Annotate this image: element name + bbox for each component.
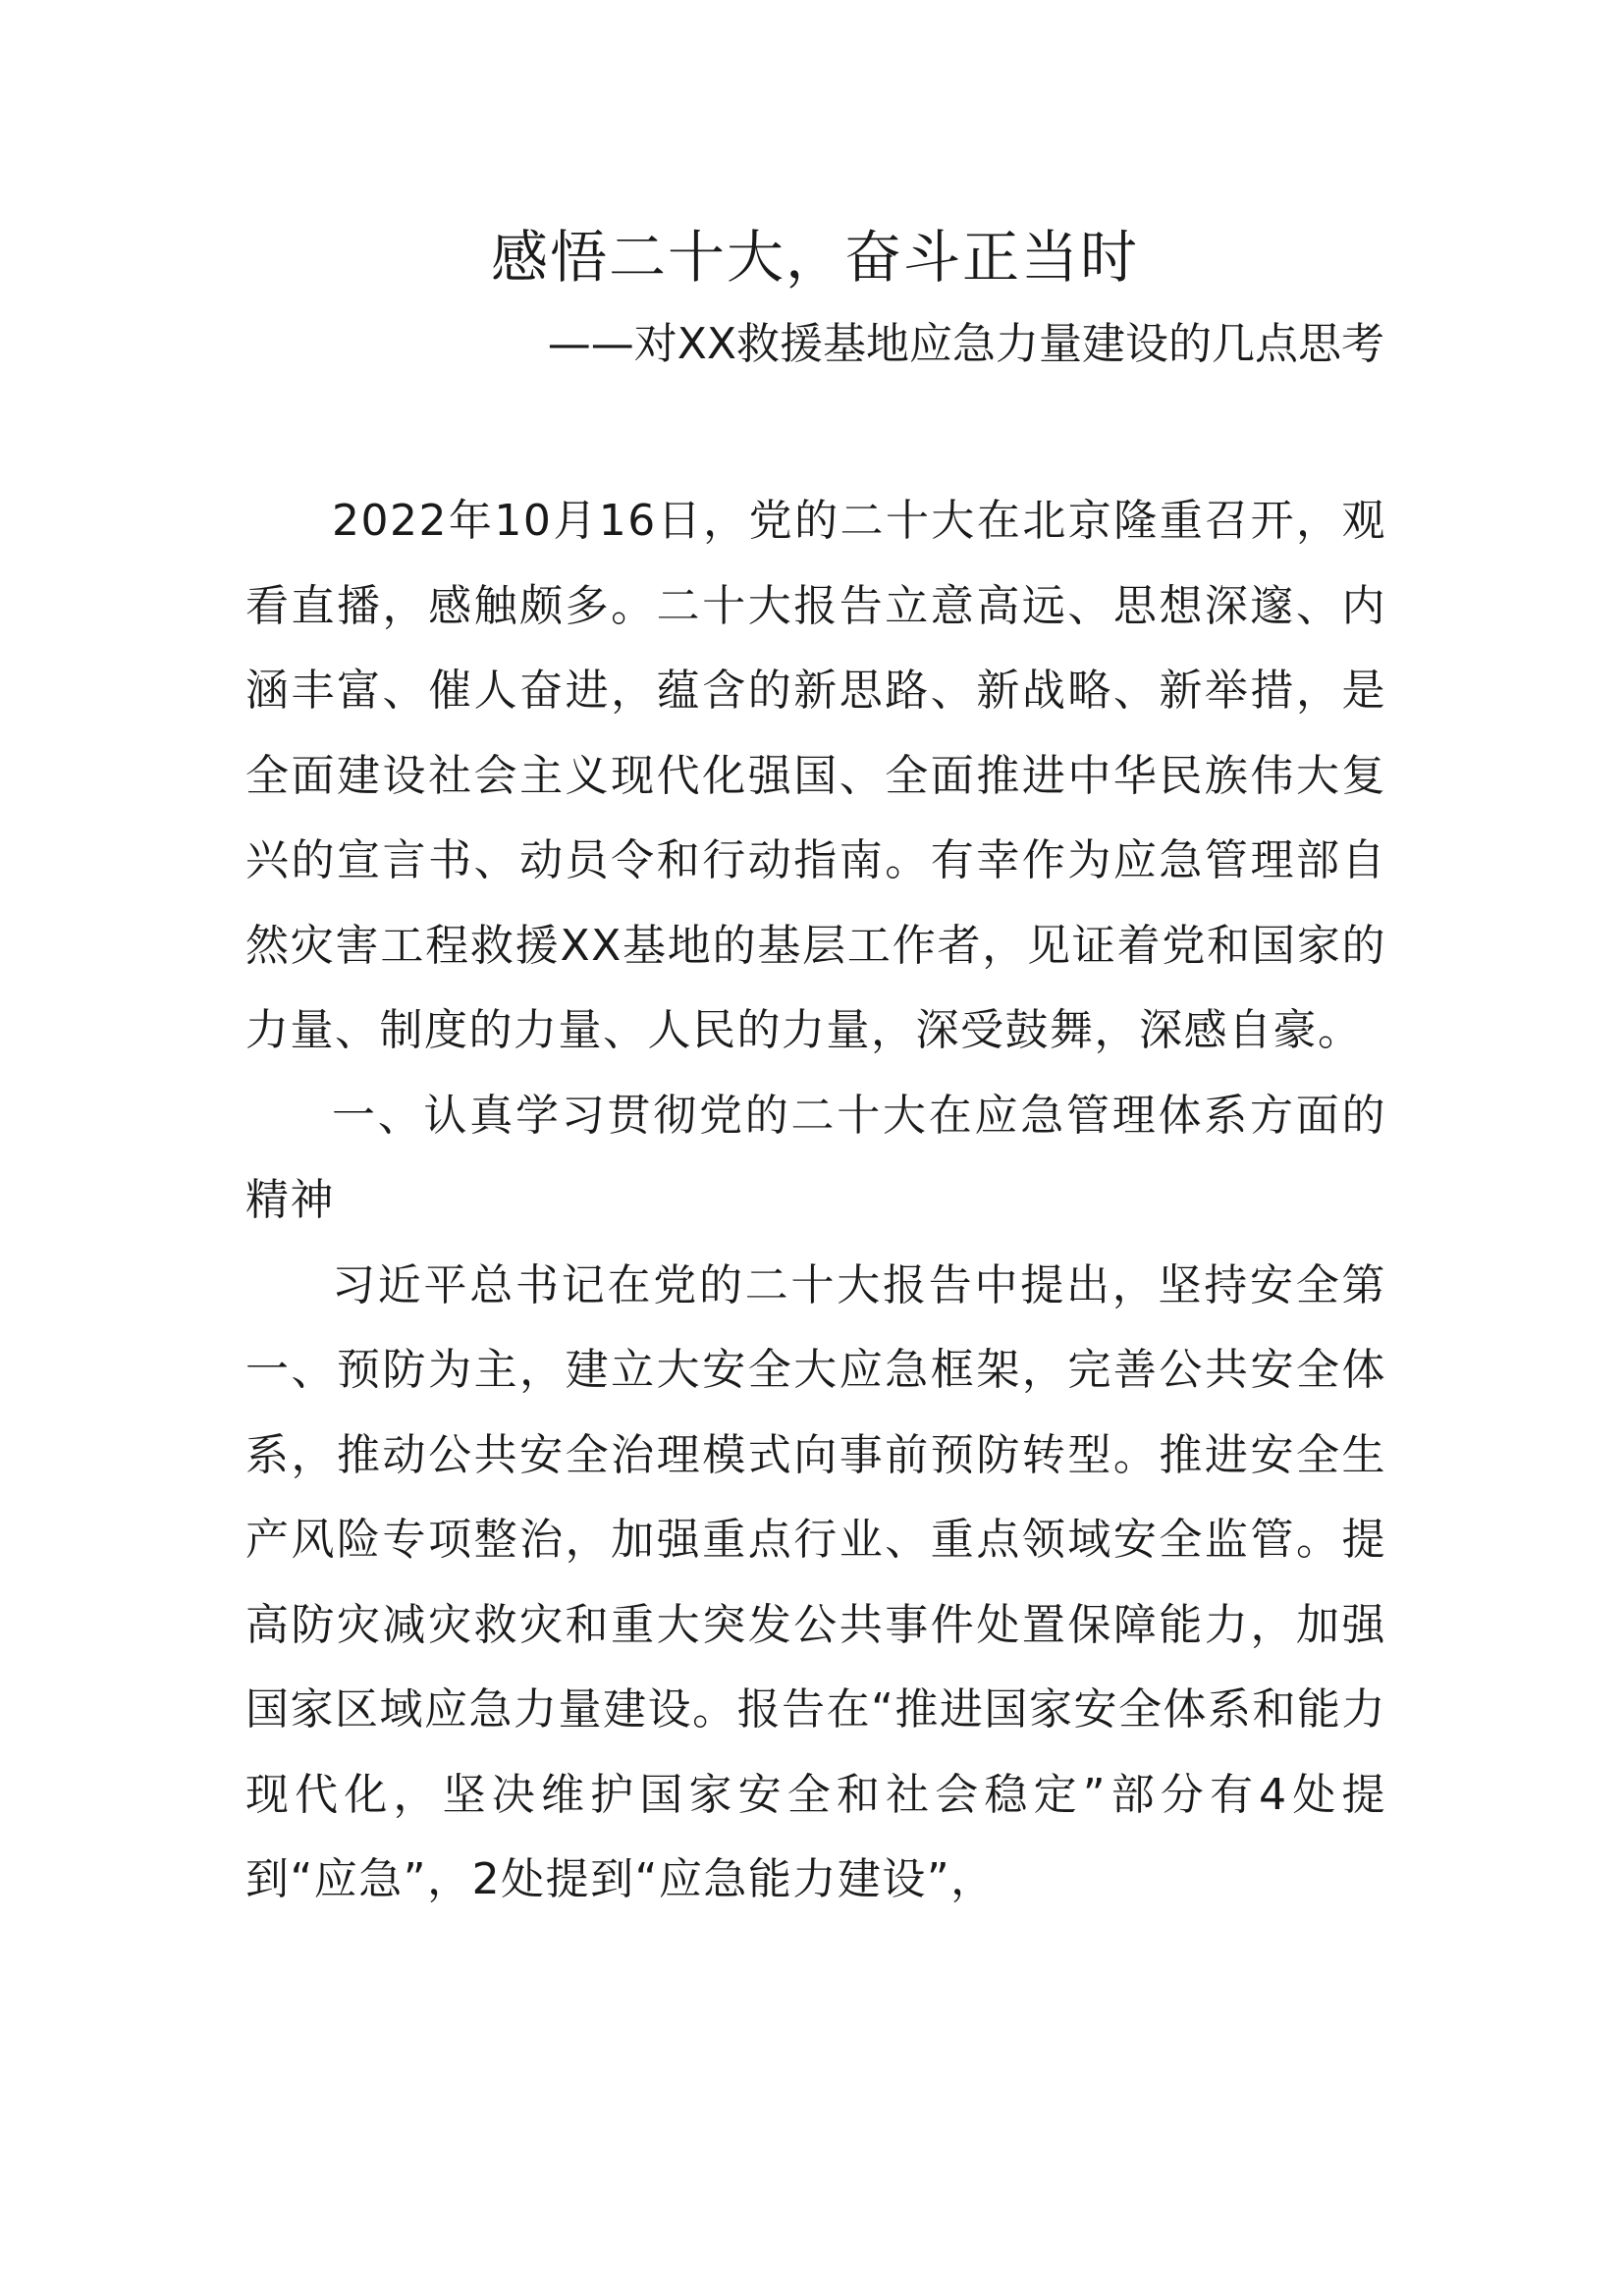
document-body bbox=[245, 479, 1386, 1923]
section-heading-1: 一、认真学习贯彻党的二十大在应急管理体系方面的精神 bbox=[245, 1090, 1386, 1225]
document-title: 感悟二十大，奋斗正当时 bbox=[490, 224, 1139, 291]
document-subtitle: ——对XX救援基地应急力量建设的几点思考 bbox=[547, 319, 1384, 369]
paragraph-section-1: 习近平总书记在党的二十大报告中提出，坚持安全第一、预防为主，建立大安全大应急框架，完善公共安全体系，推动公共安全治理模式向事前预防转型。推进安全生产风险专项整治，加强重点行业、重点领域安全监管。提高防灾减灾救灾和重大突发公共事件处置保障能力，加强国家区域应急力量建设。报告在“推进国家安全体系和能力现代化，坚决维护国家安全和社会稳定”部分有4处提到“应急”，2处提到“应急能力建设”， bbox=[245, 1259, 1386, 1904]
paragraph-intro: 2022年10月16日，党的二十大在北京隆重召开，观看直播，感触颇多。二十大报告立意高远、思想深邃、内涵丰富、催人奋进，蕴含的新思路、新战略、新举措，是全面建设社会主义现代化强国、全面推进中华民族伟大复兴的宣言书、动员令和行动指南。有幸作为应急管理部自然灾害工程救援XX基地的基层工作者，见证着党和国家的力量、制度的力量、人民的力量，深受鼓舞，深感自豪。 bbox=[245, 496, 1386, 1055]
